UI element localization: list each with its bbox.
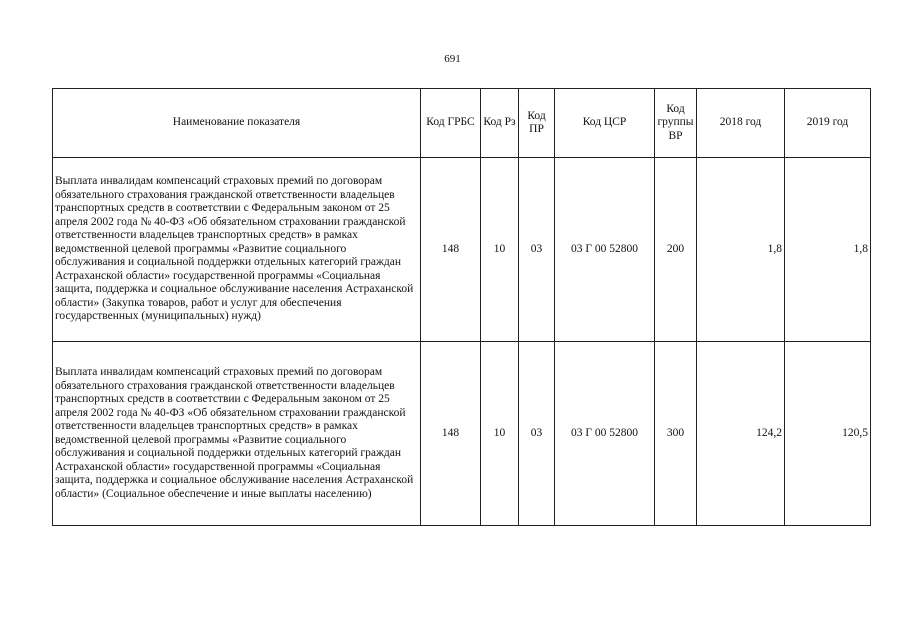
row-2018: 124,2 [697, 342, 785, 526]
row-grbs: 148 [421, 158, 481, 342]
page-number: 691 [444, 53, 461, 65]
header-csr: Код ЦСР [555, 89, 655, 158]
table-row [53, 158, 871, 342]
row-rz: 10 [481, 158, 519, 342]
header-grbs: Код ГРБС [421, 89, 481, 158]
header-name: Наименование показателя [53, 89, 421, 158]
row-grbs: 148 [421, 342, 481, 526]
row-pr: 03 [519, 158, 555, 342]
row-pr: 03 [519, 342, 555, 526]
row-rz: 10 [481, 342, 519, 526]
header-vr: Код группы ВР [655, 89, 697, 158]
row-name: Выплата инвалидам компенсаций страховых премий по договорам обязательного страхования гражданской ответственности владельцев транспортных средств в соответствии с Федеральным законом от 25 апреля 2002 года № 40-ФЗ «Об обязательном страховании гражданской ответственности владельцев транспортных средств» в рамках ведомственной целевой программы «Развитие социального обслуживания и социальной поддержки отдельных категорий граждан Астраханской области» государственной программы «Социальная защита, поддержка и социальное обслуживание населения Астраханской области» (Социальное обеспечение и иные выплаты населению) [53, 342, 421, 526]
header-2019: 2019 год [785, 89, 871, 158]
row-csr: 03 Г 00 52800 [555, 342, 655, 526]
row-vr: 300 [655, 342, 697, 526]
row-vr: 200 [655, 158, 697, 342]
row-2019: 1,8 [785, 158, 871, 342]
header-2018: 2018 год [697, 89, 785, 158]
table-header-row [53, 89, 871, 158]
row-2018: 1,8 [697, 158, 785, 342]
header-rz: Код Рз [481, 89, 519, 158]
header-pr: Код ПР [519, 89, 555, 158]
row-name: Выплата инвалидам компенсаций страховых премий по договорам обязательного страхования гражданской ответственности владельцев транспортных средств в соответствии с Федеральным законом от 25 апреля 2002 года № 40-ФЗ «Об обязательном страховании гражданской ответственности владельцев транспортных средств» в рамках ведомственной целевой программы «Развитие социального обслуживания и социальной поддержки отдельных категорий граждан Астраханской области» государственной программы «Социальная защита, поддержка и социальное обслуживание населения Астраханской области» (Закупка товаров, работ и услуг для обеспечения государственных (муниципальных) нужд) [53, 158, 421, 342]
row-csr: 03 Г 00 52800 [555, 158, 655, 342]
budget-table [52, 88, 871, 526]
row-2019: 120,5 [785, 342, 871, 526]
table-row [53, 342, 871, 526]
